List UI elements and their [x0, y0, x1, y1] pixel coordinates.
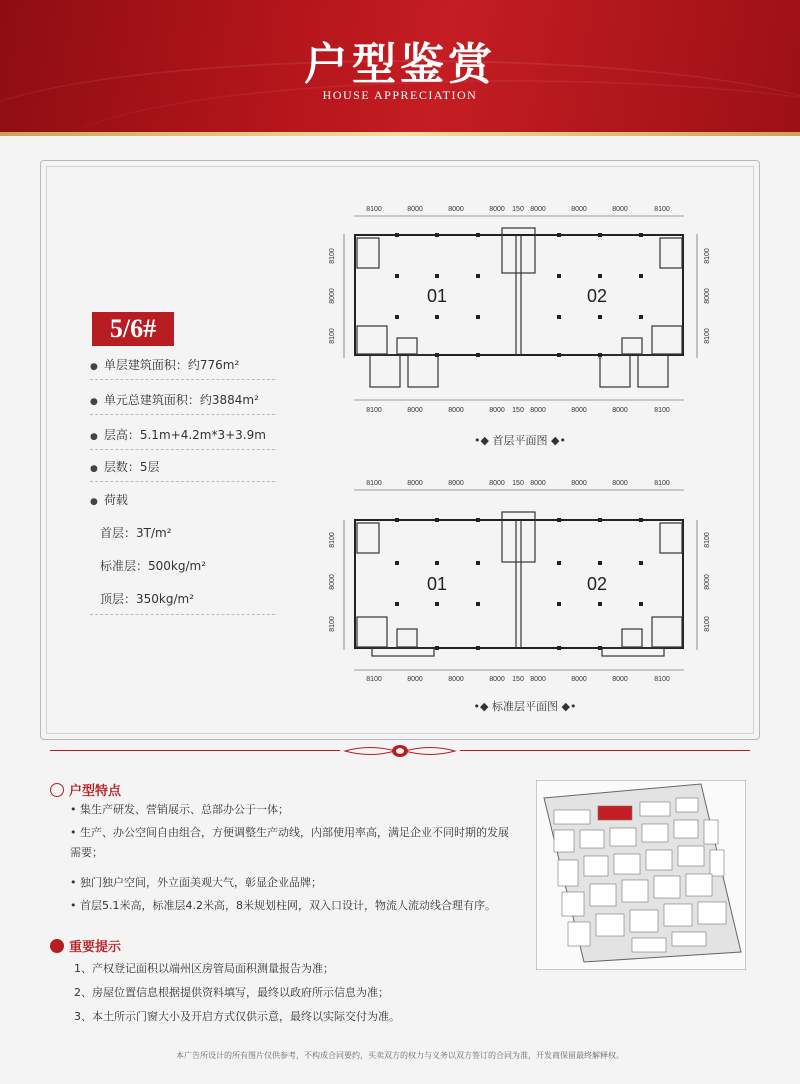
spec-item: [90, 458, 275, 482]
bullet-icon: ●: [90, 397, 98, 407]
dim-label: 150: [512, 480, 524, 487]
features-title-text: 户型特点: [69, 784, 122, 799]
dim-label: 8000: [704, 288, 711, 304]
home-icon: [50, 783, 64, 797]
notice-item: 2、房屋位置信息根据提供资料填写，最终以政府所示信息为准；: [74, 986, 389, 999]
header-gold-line: [0, 132, 800, 136]
dim-label: 8000: [448, 676, 464, 683]
page-subtitle: HOUSE APPRECIATION: [322, 88, 478, 102]
spec-label: 单层建筑面积：约776m²: [103, 358, 240, 372]
bullet-icon: ●: [90, 362, 98, 372]
unit-02-label: 02: [586, 574, 608, 594]
feature-text: 首层5.1米高，标准层4.2米高，8米规划柱网，双入口设计，物流人流动线合理有序。: [80, 899, 496, 912]
feature-text: 生产、办公空间自由组合，方便调整生产动线，内部使用率高，满足企业不同时期的发展需要；: [70, 826, 509, 859]
caption-text: 标准层平面图: [492, 700, 558, 713]
page-title: 户型鉴赏: [304, 39, 496, 90]
dim-label: 8100: [704, 328, 711, 344]
features-title: [50, 780, 121, 799]
dim-label: 8000: [530, 480, 546, 487]
diamond-icon: ◆•: [551, 434, 566, 447]
header-banner: [0, 0, 800, 136]
dim-label: 8100: [366, 480, 382, 487]
dim-label: 8000: [448, 407, 464, 414]
dim-label: 8000: [407, 676, 423, 683]
dim-label: 8000: [571, 676, 587, 683]
dim-label: 150: [512, 206, 524, 213]
disclaimer: 本广告所设计的所有图片仅供参考，不构成合同要约，买卖双方的权力与义务以双方签订的合同为准，开发商保留最终解释权。: [176, 1051, 624, 1060]
standard-plan-caption: [440, 698, 610, 714]
dim-label: 8000: [407, 206, 423, 213]
unit-01-label: 01: [426, 574, 448, 594]
dim-label: 8000: [489, 206, 505, 213]
site-map: [536, 780, 746, 970]
ground-floor-plan: [322, 198, 718, 418]
dim-label: 8100: [329, 248, 336, 264]
standard-floor-plan: [322, 474, 718, 690]
dim-label: 8000: [612, 480, 628, 487]
bullet-icon: ●: [90, 432, 98, 442]
dim-label: 150: [512, 407, 524, 414]
notices-title-text: 重要提示: [69, 940, 122, 955]
load-item: 首层：3T/m²: [100, 526, 172, 540]
dim-label: 8000: [530, 676, 546, 683]
dim-label: 8000: [704, 574, 711, 590]
dim-label: 8100: [704, 248, 711, 264]
bullet-icon: ●: [90, 497, 98, 507]
ground-plan-caption: [440, 432, 600, 448]
dim-label: 8000: [407, 480, 423, 487]
spec-item: [90, 426, 275, 450]
notice-item: 3、本土所示门窗大小及开启方式仅供示意，最终以实际交付为准。: [74, 1010, 400, 1023]
feature-text: 集生产研发、营销展示、总部办公于一体；: [80, 803, 289, 816]
dim-label: 8100: [329, 328, 336, 344]
dim-label: 8000: [407, 407, 423, 414]
load-item: 标准层：500kg/m²: [100, 559, 207, 573]
unit-01-label: 01: [426, 286, 448, 306]
spec-item: [90, 391, 275, 415]
spec-divider: [90, 614, 275, 615]
dim-label: 8000: [571, 206, 587, 213]
dim-label: 8000: [571, 407, 587, 414]
feature-item: • 集生产研发、营销展示、总部办公于一体；: [70, 803, 289, 816]
dim-label: 8100: [329, 532, 336, 548]
model-badge: 5/6#: [92, 312, 174, 346]
spec-item: [90, 491, 275, 514]
dim-label: 8100: [329, 616, 336, 632]
feature-item: • 首层5.1米高，标准层4.2米高，8米规划柱网，双入口设计，物流人流动线合理有序。: [70, 899, 496, 912]
divider-ornament-icon: [340, 742, 460, 760]
spec-item: [90, 356, 275, 380]
spec-label: 层高：5.1m+4.2m*3+3.9m: [103, 428, 266, 442]
unit-02-label: 02: [586, 286, 608, 306]
diamond-icon: ◆•: [561, 700, 577, 713]
dim-label: 8000: [489, 480, 505, 487]
dim-label: 8000: [530, 407, 546, 414]
dim-label: 8100: [366, 676, 382, 683]
dim-label: 8100: [366, 407, 382, 414]
notice-item: 1、产权登记面积以端州区房管局面积测量报告为准；: [74, 962, 334, 975]
dim-label: 8000: [489, 676, 505, 683]
spec-label: 单元总建筑面积：约3884m²: [103, 393, 259, 407]
dim-label: 8100: [654, 206, 670, 213]
diamond-icon: •◆: [473, 700, 489, 713]
notices-title: [50, 936, 121, 955]
dim-label: 8000: [329, 288, 336, 304]
spec-label: 荷载: [103, 493, 128, 507]
dim-label: 8100: [654, 480, 670, 487]
dim-label: 8000: [530, 206, 546, 213]
spec-label: 层数：5层: [103, 460, 160, 474]
dim-label: 8100: [704, 532, 711, 548]
dim-label: 8100: [366, 206, 382, 213]
dim-label: 8000: [489, 407, 505, 414]
bullet-icon: ●: [90, 464, 98, 474]
dim-label: 8000: [329, 574, 336, 590]
feature-text: 独门独户空间，外立面美观大气，彰显企业品牌；: [80, 876, 322, 889]
star-icon: [50, 939, 64, 953]
load-item: 顶层：350kg/m²: [100, 592, 195, 606]
dim-label: 8000: [571, 480, 587, 487]
dim-label: 8100: [654, 676, 670, 683]
caption-text: 首层平面图: [492, 434, 548, 447]
diamond-icon: •◆: [474, 434, 489, 447]
dim-label: 8100: [654, 407, 670, 414]
feature-item: • 独门独户空间，外立面美观大气，彰显企业品牌；: [70, 876, 322, 889]
dim-label: 8000: [612, 206, 628, 213]
dim-label: 8000: [448, 480, 464, 487]
dim-label: 8000: [448, 206, 464, 213]
dim-label: 150: [512, 676, 524, 683]
dim-label: 8000: [612, 407, 628, 414]
dim-label: 8000: [612, 676, 628, 683]
feature-item: • 生产、办公空间自由组合，方便调整生产动线，内部使用率高，满足企业不同时期的发展需要；: [70, 826, 509, 859]
dim-label: 8100: [704, 616, 711, 632]
